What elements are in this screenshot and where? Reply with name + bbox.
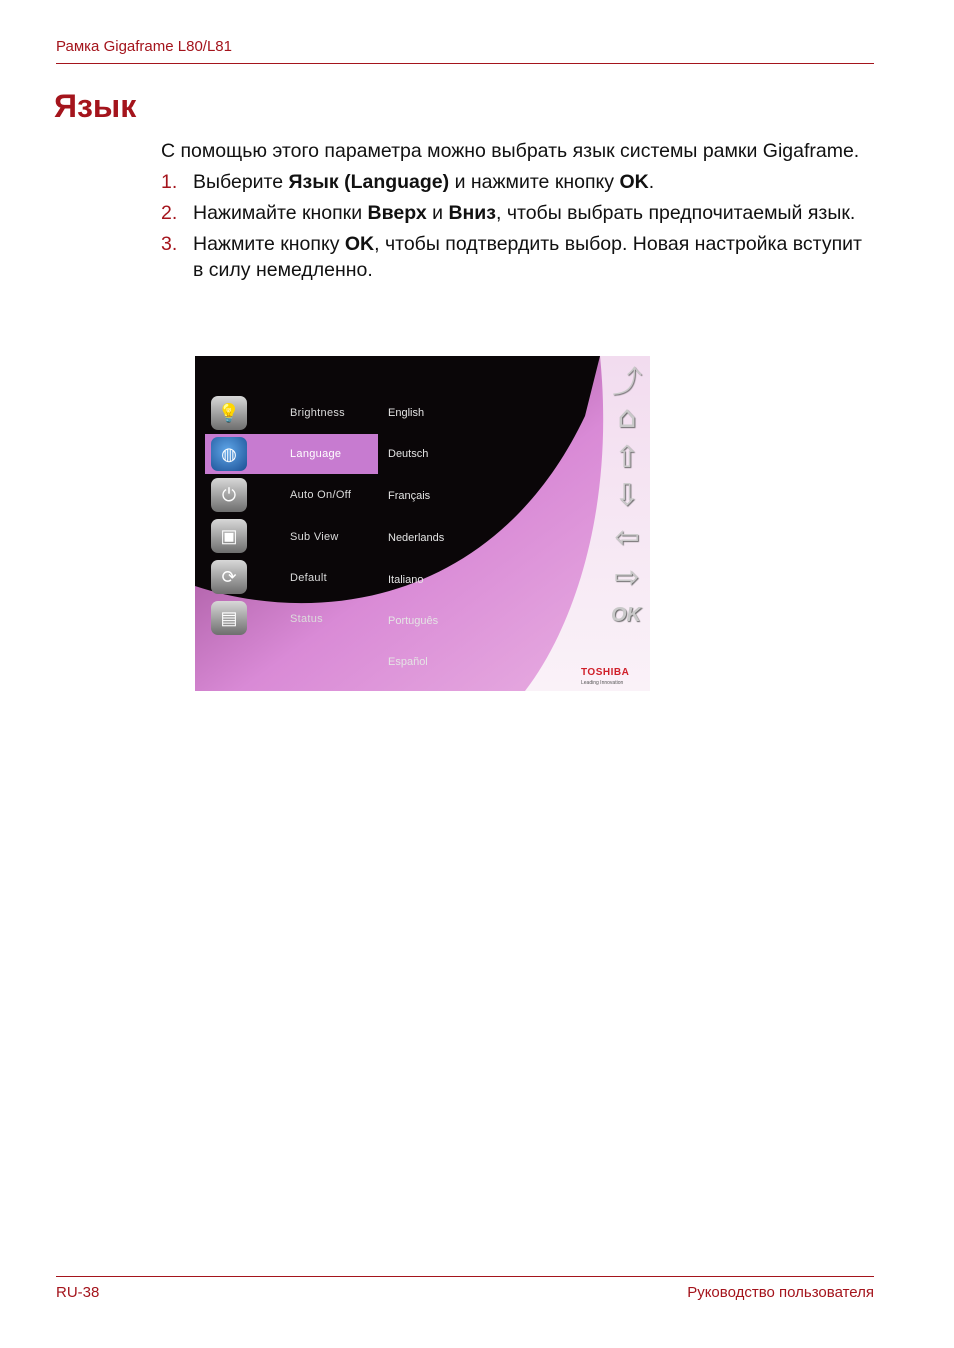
steps-list: [161, 169, 876, 283]
picture-icon[interactable]: ▣: [211, 519, 247, 553]
page-number: RU-38: [56, 1284, 100, 1301]
step-2: [161, 200, 876, 226]
step-bold: Вниз: [448, 202, 496, 224]
up-arrow-icon[interactable]: ⇧: [614, 439, 640, 475]
brand-tagline: Leading Innovation: [581, 680, 624, 686]
menu-item-brightness[interactable]: Brightness: [290, 407, 345, 419]
step-text: Нажимайте кнопки: [193, 202, 368, 224]
lang-option-italiano[interactable]: Italiano: [388, 574, 424, 586]
step-bold: OK: [619, 171, 649, 193]
reset-icon[interactable]: ⟳: [211, 560, 247, 594]
back-arrow-icon[interactable]: ⤴: [612, 365, 642, 400]
footer-title: Руководство пользователя: [687, 1284, 874, 1301]
globe-icon[interactable]: ◍: [211, 437, 247, 471]
step-bold: Вверх: [367, 202, 427, 224]
menu-item-status[interactable]: Status: [290, 613, 323, 625]
step-number: 2.: [161, 202, 178, 224]
step-number: 1.: [161, 171, 178, 193]
step-text: и нажмите кнопку: [449, 171, 620, 193]
step-number: 3.: [161, 233, 178, 255]
step-text: Нажмите кнопку: [193, 233, 345, 255]
step-3: [161, 231, 876, 283]
step-text: , чтобы выбрать предпочитаемый язык.: [495, 202, 856, 224]
top-rule: [56, 63, 874, 64]
lang-option-deutsch[interactable]: Deutsch: [388, 448, 429, 460]
menu-item-default[interactable]: Default: [290, 572, 327, 584]
step-text: , чтобы подтвердить выбор. Новая настройка вступит в силу немедленно.: [193, 233, 862, 281]
running-head: Рамка Gigaframe L80/L81: [56, 38, 232, 55]
step-bold: OK: [344, 233, 375, 255]
lang-option-espanol[interactable]: Español: [388, 656, 428, 668]
down-arrow-icon[interactable]: ⇩: [614, 477, 640, 513]
step-text: Выберите: [193, 171, 289, 193]
lang-option-english[interactable]: English: [388, 407, 425, 419]
menu-item-language[interactable]: Language: [290, 448, 342, 460]
home-icon[interactable]: ⌂: [617, 399, 637, 435]
toshiba-logo: TOSHIBA: [581, 667, 630, 678]
status-icon[interactable]: ▤: [211, 601, 247, 635]
bulb-icon[interactable]: 💡: [211, 396, 247, 430]
right-arrow-icon[interactable]: ⇨: [614, 559, 640, 595]
step-bold: Язык (Language): [288, 171, 450, 193]
step-text: .: [648, 171, 655, 193]
lang-option-portugues[interactable]: Português: [388, 615, 439, 627]
ok-button[interactable]: OK: [611, 604, 641, 626]
lang-option-nederlands[interactable]: Nederlands: [388, 532, 445, 544]
power-icon[interactable]: ⏻: [211, 478, 247, 512]
step-text: и: [426, 202, 449, 224]
menu-item-sub-view[interactable]: Sub View: [290, 531, 339, 543]
step-1: [161, 169, 876, 195]
menu-item-auto-on-off[interactable]: Auto On/Off: [290, 489, 352, 501]
content: [161, 138, 876, 288]
bottom-rule: [56, 1276, 874, 1277]
left-arrow-icon[interactable]: ⇦: [614, 519, 640, 555]
intro-text: С помощью этого параметра можно выбрать язык системы рамки Gigaframe.: [161, 140, 860, 162]
lang-option-francais[interactable]: Français: [388, 490, 431, 502]
device-screenshot: [195, 356, 650, 691]
section-title: Язык: [54, 88, 137, 124]
